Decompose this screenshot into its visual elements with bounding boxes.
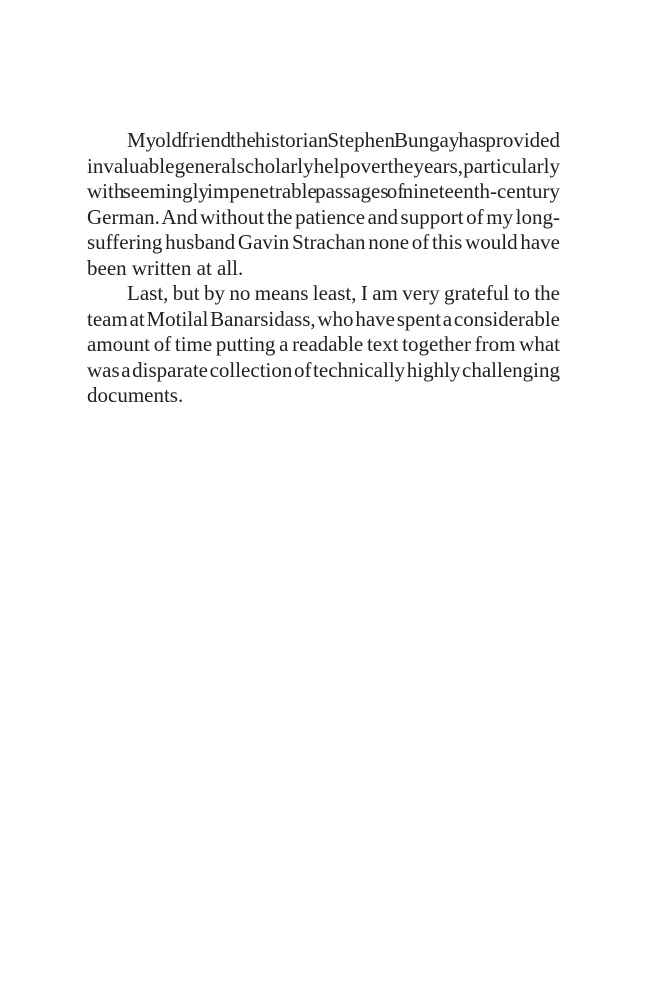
text-line: suffering husband Gavin Strachan none of this would have <box>87 230 560 254</box>
text-line: amount of time putting a readable text together from what <box>87 332 560 356</box>
text-line: invaluable general scholarly help over the years, particularly <box>87 153 560 178</box>
text-line: Last, but by no means least, I am very grateful to the <box>127 281 560 305</box>
text-line: German. And without the patience and support of my long- <box>87 204 560 229</box>
acknowledgments-text-block <box>87 128 560 409</box>
text-line: been written at all. <box>87 255 244 280</box>
text-line: team at Motilal Banarsidass, who have spent a considerable <box>87 306 560 331</box>
text-line: with seemingly impenetrable passages of nineteenth-century <box>87 179 560 203</box>
text-line: was a disparate collection of technically highly challenging <box>87 357 560 382</box>
text-line: My old friend the historian Stephen Bungay has provided <box>127 128 560 152</box>
text-line: documents. <box>87 383 184 407</box>
